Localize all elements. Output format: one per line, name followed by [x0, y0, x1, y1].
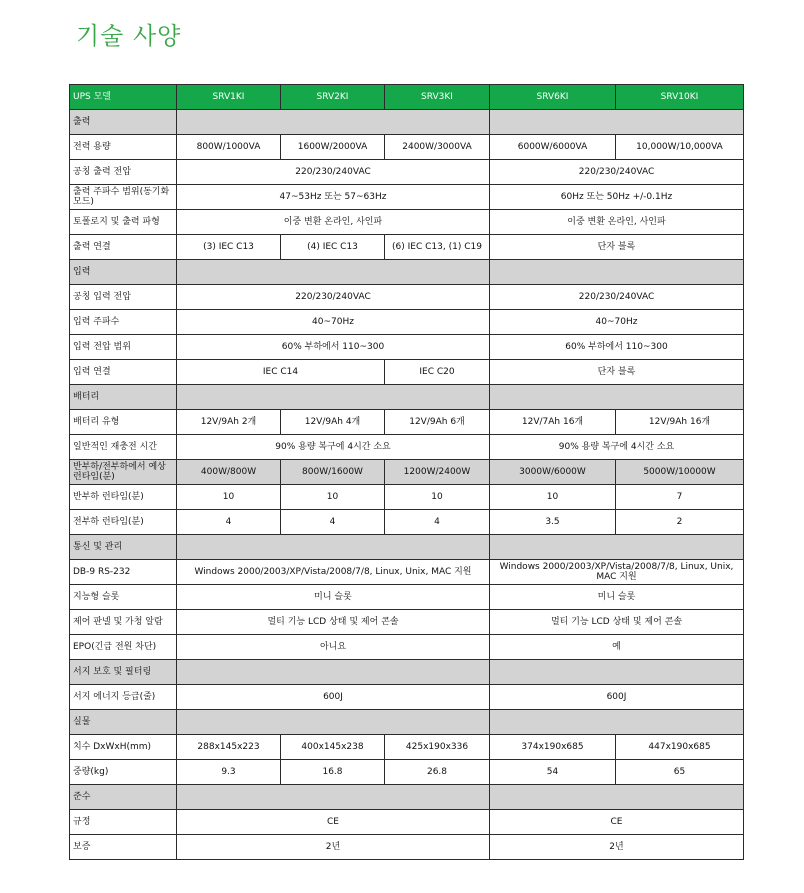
table-cell: Windows 2000/2003/XP/Vista/2008/7/8, Linux, Unix, MAC 지원 [490, 560, 744, 585]
table-cell: IEC C14 [177, 360, 385, 385]
table-cell: 400x145x238 [281, 735, 385, 760]
row-label: 배터리 유형 [70, 410, 177, 435]
table-cell: 5000W/10000W [616, 460, 744, 485]
table-row [70, 560, 744, 585]
table-cell: 12V/9Ah 16개 [616, 410, 744, 435]
table-cell: 60% 부하에서 110~300 [490, 335, 744, 360]
table-cell: 90% 용량 복구에 4시간 소요 [490, 435, 744, 460]
table-cell: 4 [177, 510, 281, 535]
table-cell: 288x145x223 [177, 735, 281, 760]
table-row [70, 285, 744, 310]
table-row [70, 310, 744, 335]
section-fill [177, 260, 490, 285]
table-cell: 12V/9Ah 2개 [177, 410, 281, 435]
row-label: 반부하 런타임(분) [70, 485, 177, 510]
table-cell: 이중 변환 온라인, 사인파 [490, 210, 744, 235]
row-label: 반부하/전부하에서 예상 런타임(분) [70, 460, 177, 485]
row-label: 공칭 출력 전압 [70, 160, 177, 185]
table-row [70, 135, 744, 160]
section-fill [490, 535, 744, 560]
table-cell: 60Hz 또는 50Hz +/-0.1Hz [490, 185, 744, 210]
table-cell: 12V/7Ah 16개 [490, 410, 616, 435]
table-row [70, 185, 744, 210]
table-cell: 10,000W/10,000VA [616, 135, 744, 160]
section-fill [177, 535, 490, 560]
table-cell: 2 [616, 510, 744, 535]
row-label: 제어 판넬 및 가청 알람 [70, 610, 177, 635]
table-header-row [70, 85, 744, 110]
table-cell: 3000W/6000W [490, 460, 616, 485]
section-fill [177, 110, 490, 135]
row-label: 출력 연결 [70, 235, 177, 260]
table-cell: 2년 [490, 835, 744, 860]
row-label: 치수 DxWxH(mm) [70, 735, 177, 760]
table-cell: 12V/9Ah 4개 [281, 410, 385, 435]
header-srv3ki: SRV3KI [385, 85, 490, 110]
row-label: 전부하 런타임(분) [70, 510, 177, 535]
table-cell: (4) IEC C13 [281, 235, 385, 260]
table-cell: Windows 2000/2003/XP/Vista/2008/7/8, Linux, Unix, MAC 지원 [177, 560, 490, 585]
table-row [70, 760, 744, 785]
section-title: 서지 보호 및 필터링 [70, 660, 177, 685]
table-cell: 54 [490, 760, 616, 785]
table-cell: 374x190x685 [490, 735, 616, 760]
header-srv6ki: SRV6KI [490, 85, 616, 110]
table-cell: 6000W/6000VA [490, 135, 616, 160]
table-cell: 16.8 [281, 760, 385, 785]
section-fill [177, 710, 490, 735]
table-cell: 220/230/240VAC [490, 160, 744, 185]
table-cell: 4 [385, 510, 490, 535]
table-cell: CE [177, 810, 490, 835]
section-row-battery [70, 385, 744, 410]
table-cell: 아니요 [177, 635, 490, 660]
table-cell: 40~70Hz [490, 310, 744, 335]
section-title: 준수 [70, 785, 177, 810]
table-cell: 800W/1600W [281, 460, 385, 485]
table-row [70, 585, 744, 610]
table-cell: 2년 [177, 835, 490, 860]
table-cell: 멀티 기능 LCD 상태 및 제어 콘솔 [177, 610, 490, 635]
table-cell: 220/230/240VAC [490, 285, 744, 310]
table-row [70, 360, 744, 385]
table-row [70, 485, 744, 510]
table-row [70, 510, 744, 535]
table-cell: 65 [616, 760, 744, 785]
table-cell: 600J [490, 685, 744, 710]
table-cell: 7 [616, 485, 744, 510]
table-cell: 1600W/2000VA [281, 135, 385, 160]
section-fill [490, 785, 744, 810]
row-label: 토폴로지 및 출력 파형 [70, 210, 177, 235]
row-label: 지능형 슬롯 [70, 585, 177, 610]
section-row-input [70, 260, 744, 285]
header-model-label: UPS 모델 [70, 85, 177, 110]
section-row-physical [70, 710, 744, 735]
table-cell: IEC C20 [385, 360, 490, 385]
table-cell: 단자 블록 [490, 235, 744, 260]
table-cell: 425x190x336 [385, 735, 490, 760]
row-label: 전력 용량 [70, 135, 177, 160]
table-cell: 220/230/240VAC [177, 160, 490, 185]
table-cell: 4 [281, 510, 385, 535]
section-fill [490, 660, 744, 685]
row-label: 규정 [70, 810, 177, 835]
table-row [70, 810, 744, 835]
table-cell: (6) IEC C13, (1) C19 [385, 235, 490, 260]
table-cell: 47~53Hz 또는 57~63Hz [177, 185, 490, 210]
table-cell: 미니 슬롯 [177, 585, 490, 610]
table-cell: 미니 슬롯 [490, 585, 744, 610]
header-srv1ki: SRV1KI [177, 85, 281, 110]
table-row [70, 735, 744, 760]
section-fill [177, 660, 490, 685]
table-row [70, 685, 744, 710]
header-srv10ki: SRV10KI [616, 85, 744, 110]
row-label: 일반적인 재충전 시간 [70, 435, 177, 460]
table-cell: CE [490, 810, 744, 835]
table-cell: 예 [490, 635, 744, 660]
table-row [70, 635, 744, 660]
table-cell: 60% 부하에서 110~300 [177, 335, 490, 360]
row-label: 중량(kg) [70, 760, 177, 785]
section-fill [490, 260, 744, 285]
table-cell: 10 [490, 485, 616, 510]
row-label: 입력 주파수 [70, 310, 177, 335]
section-fill [177, 385, 490, 410]
table-cell: 3.5 [490, 510, 616, 535]
table-row [70, 410, 744, 435]
table-cell: 600J [177, 685, 490, 710]
header-srv2ki: SRV2KI [281, 85, 385, 110]
table-cell: 9.3 [177, 760, 281, 785]
section-fill [490, 710, 744, 735]
table-cell: 220/230/240VAC [177, 285, 490, 310]
row-label: 입력 전압 범위 [70, 335, 177, 360]
section-title: 배터리 [70, 385, 177, 410]
table-row [70, 210, 744, 235]
section-title: 실물 [70, 710, 177, 735]
section-row-comms [70, 535, 744, 560]
section-row-surge [70, 660, 744, 685]
section-title: 출력 [70, 110, 177, 135]
table-cell: 10 [385, 485, 490, 510]
section-fill [490, 110, 744, 135]
table-cell: 이중 변환 온라인, 사인파 [177, 210, 490, 235]
table-row [70, 460, 744, 485]
table-row [70, 610, 744, 635]
row-label: 서지 에너지 등급(줄) [70, 685, 177, 710]
table-row [70, 335, 744, 360]
table-cell: 447x190x685 [616, 735, 744, 760]
row-label: DB-9 RS-232 [70, 560, 177, 585]
row-label: 입력 연결 [70, 360, 177, 385]
table-cell: 800W/1000VA [177, 135, 281, 160]
table-cell: 40~70Hz [177, 310, 490, 335]
section-row-compliance [70, 785, 744, 810]
table-cell: 12V/9Ah 6개 [385, 410, 490, 435]
section-fill [490, 385, 744, 410]
page-title: 기술 사양 [76, 22, 182, 50]
table-row [70, 160, 744, 185]
section-title: 통신 및 관리 [70, 535, 177, 560]
table-cell: 400W/800W [177, 460, 281, 485]
spec-table [69, 84, 744, 860]
table-cell: 1200W/2400W [385, 460, 490, 485]
row-label: 보증 [70, 835, 177, 860]
section-row-output [70, 110, 744, 135]
table-cell: 26.8 [385, 760, 490, 785]
table-cell: 90% 용량 복구에 4시간 소요 [177, 435, 490, 460]
section-fill [177, 785, 490, 810]
table-cell: 멀티 기능 LCD 상태 및 제어 콘솔 [490, 610, 744, 635]
section-title: 입력 [70, 260, 177, 285]
row-label: 공칭 입력 전압 [70, 285, 177, 310]
table-row [70, 835, 744, 860]
table-row [70, 235, 744, 260]
table-cell: 10 [177, 485, 281, 510]
row-label: EPO(긴급 전원 차단) [70, 635, 177, 660]
table-cell: 10 [281, 485, 385, 510]
row-label: 출력 주파수 범위(동기화 모드) [70, 185, 177, 210]
table-row [70, 435, 744, 460]
table-cell: 2400W/3000VA [385, 135, 490, 160]
table-cell: 단자 블록 [490, 360, 744, 385]
table-cell: (3) IEC C13 [177, 235, 281, 260]
